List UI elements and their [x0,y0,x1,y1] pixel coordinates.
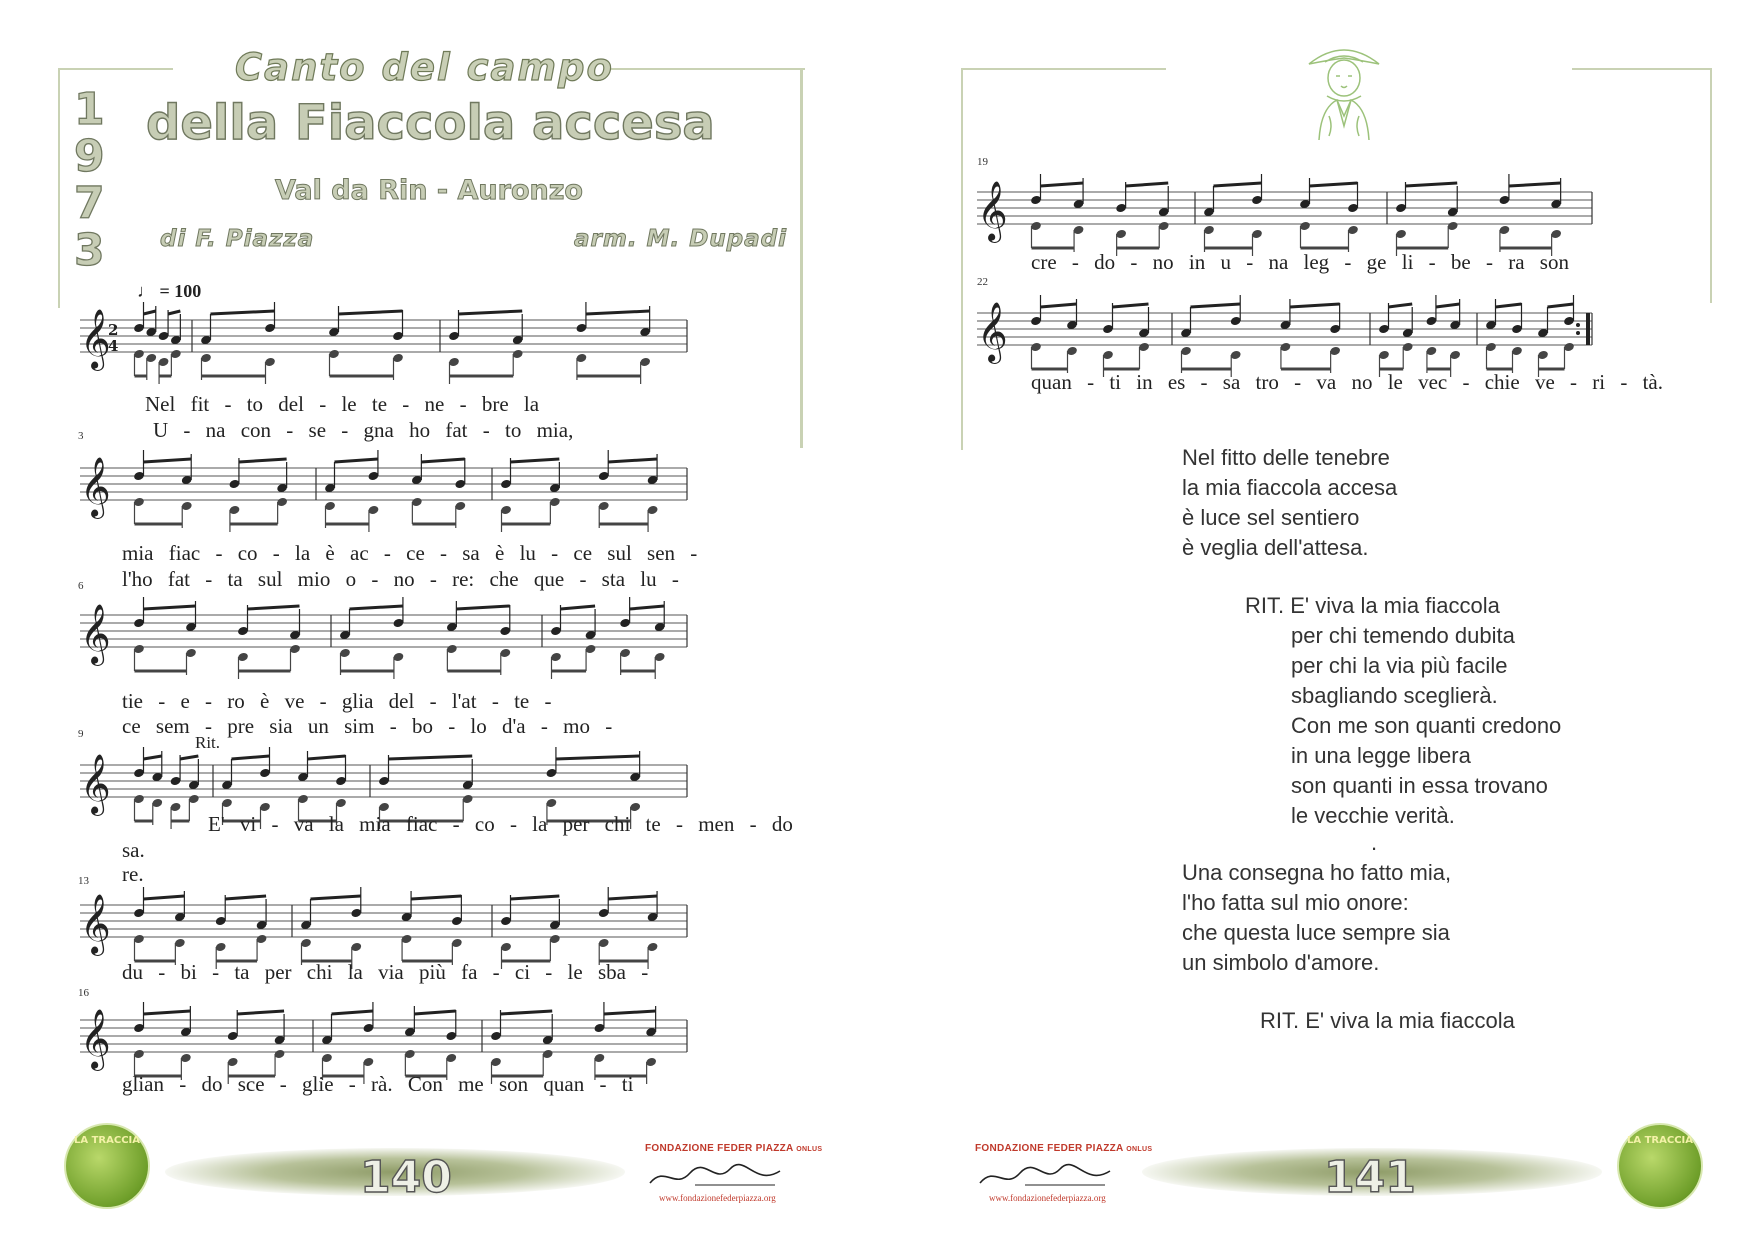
fondazione-logo [645,1143,823,1207]
measure-number: 19 [977,156,988,168]
treble-clef-icon: 𝄞 [977,181,1008,241]
refrain-line: in una legge libera [1291,743,1471,768]
la-traccia-logo-text: LA TRACCIA [74,1135,140,1146]
treble-clef-icon: 𝄞 [80,894,111,954]
lyrics-line: tie - e - ro è ve - glia del - l'at - te - [122,689,552,713]
lyrics-line: mia fiac - co - la è ac - ce - sa è lu - ce sul sen - [122,541,698,565]
fondazione-logo [975,1143,1153,1207]
arranger-credit: arm. M. Dupadi [574,226,788,252]
composer-credit: di F. Piazza [160,226,315,252]
lyrics-line-end: sa. [122,838,145,862]
refrain-line: per chi la via più facile [1291,653,1508,678]
lyrics-line: ce sem - pre sia un sim - bo - lo d'a - mo - [122,714,613,738]
music-staff [80,595,780,675]
lyrics-line: glian - do sce - glie - rà. Con me son quan - ti [122,1072,634,1096]
treble-clef-icon: 𝄞 [80,604,111,664]
verse-line: Una consegna ho fatto mia, [1182,860,1452,885]
song-subtitle: Val da Rin - Auronzo [275,175,583,206]
refrain-line: sbagliando sceglierà. [1291,683,1498,708]
fondazione-url: www.fondazionefederpiazza.org [659,1193,776,1203]
music-staff [977,293,1677,373]
right-page [877,0,1754,1240]
refrain-line: le vecchie verità. [1291,803,1455,828]
verse-line: la mia fiaccola accesa [1182,475,1398,500]
frame-top-left [961,68,1166,70]
lyrics-line: U - na con - se - gna ho fat - to mia, [153,418,574,442]
la-traccia-logo [1617,1123,1703,1209]
lyrics-line: quan - ti in es - sa tro - va no le vec - chie ve - ri - tà. [1031,370,1663,394]
music-staff [80,448,780,528]
music-staff [80,1000,780,1080]
page-number: 141 [1324,1152,1416,1203]
verse-line: è luce sel sentiero [1182,505,1360,530]
signature-icon [645,1155,785,1195]
frame-right [800,68,803,448]
treble-clef-icon: 𝄞 [977,302,1008,362]
frame-left [961,68,963,450]
refrain-line: Con me son quanti credono [1291,713,1562,738]
verse-line: l'ho fatta sul mio onore: [1182,890,1409,915]
refrain-repeat: RIT. E' viva la mia fiaccola [1260,1008,1515,1033]
lyrics-line: cre - do - no in u - na leg - ge li - be - ra son [1031,250,1569,274]
signature-icon [975,1155,1115,1195]
svg-text:4: 4 [108,337,119,355]
measure-number: 3 [78,430,84,442]
year-digit: 3 [74,225,105,276]
verse-line: Nel fitto delle tenebre [1182,445,1390,470]
lyrics-line: Nel fit - to del - le te - ne - bre la [145,392,540,416]
refrain-heading: RIT. E' viva la mia fiaccola [1245,593,1500,618]
measure-number: 22 [977,276,988,288]
music-staff [80,885,780,965]
year-digit: 9 [74,131,105,182]
svg-text:2: 2 [108,321,119,339]
song-title-top: Canto del campo [235,46,614,89]
refrain-line: son quanti in essa trovano [1291,773,1548,798]
music-staff [977,172,1677,252]
la-traccia-logo [64,1123,150,1209]
frame-top-right [605,68,805,70]
fondazione-title: FONDAZIONE FEDER PIAZZA ONLUS [645,1143,823,1154]
verse-separator: . [1371,830,1378,855]
frame-right [1710,68,1712,303]
treble-clef-icon: 𝄞 [80,457,111,517]
treble-clef-icon: 𝄞 [80,309,111,369]
year-digit: 1 [74,84,105,135]
page-number: 140 [360,1152,452,1203]
frame-left [58,68,60,308]
lyrics-line-end: re. [122,862,144,886]
year-digit: 7 [74,178,105,229]
treble-clef-icon: 𝄞 [80,754,111,814]
measure-number: 16 [78,987,89,999]
treble-clef-icon: 𝄞 [80,1009,111,1069]
scout-portrait-icon [1299,36,1389,141]
verse-line: è veglia dell'attesa. [1182,535,1369,560]
fondazione-title: FONDAZIONE FEDER PIAZZA ONLUS [975,1143,1153,1154]
la-traccia-logo-text: LA TRACCIA [1627,1135,1693,1146]
lyrics-line: E' vi - va la mia fiac - co - la per chi te - men - do [208,812,793,836]
frame-top-left [58,68,173,70]
song-title-main: della Fiaccola accesa [146,95,715,151]
tempo-marking: ♩ = 100 [137,281,202,301]
refrain-line: per chi temendo dubita [1291,623,1515,648]
fondazione-url: www.fondazionefederpiazza.org [989,1193,1106,1203]
measure-number: 9 [78,728,84,740]
measure-number: 13 [78,875,89,887]
verse-line: un simbolo d'amore. [1182,950,1380,975]
frame-top-right [1572,68,1712,70]
rit-label: Rit. [195,733,221,752]
lyrics-line: du - bi - ta per chi la via più fa - ci - le sba - [122,960,649,984]
lyrics-line: l'ho fat - ta sul mio o - no - re: che que - sta lu - [122,567,679,591]
music-staff [80,300,780,380]
verse-line: che questa luce sempre sia [1182,920,1450,945]
measure-number: 6 [78,580,84,592]
